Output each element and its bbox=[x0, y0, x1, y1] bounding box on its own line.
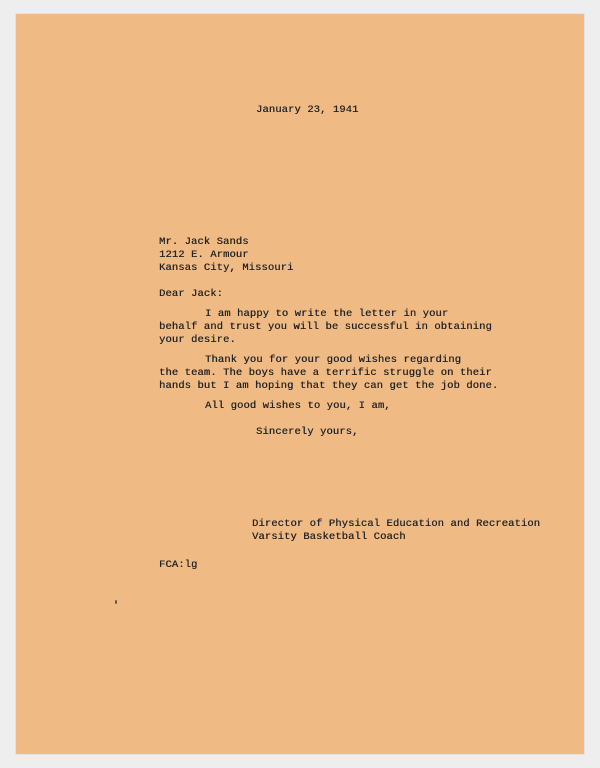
letter-date: January 23, 1941 bbox=[256, 104, 359, 116]
reference-initials: FCA:lg bbox=[159, 559, 198, 571]
body-line: Thank you for your good wishes regarding bbox=[205, 354, 462, 366]
body-line: hands but I am hoping that they can get the job done. bbox=[159, 380, 499, 392]
ink-speck bbox=[115, 600, 117, 604]
letter-page bbox=[16, 14, 584, 754]
body-line: your desire. bbox=[159, 334, 236, 346]
salutation: Dear Jack: bbox=[159, 288, 224, 300]
closing: Sincerely yours, bbox=[256, 426, 359, 438]
body-paragraph-3: All good wishes to you, I am, bbox=[205, 400, 391, 412]
body-line: behalf and trust you will be successful in obtaining bbox=[159, 321, 492, 333]
recipient-street: 1212 E. Armour bbox=[159, 249, 249, 261]
recipient-city: Kansas City, Missouri bbox=[159, 262, 294, 274]
recipient-name: Mr. Jack Sands bbox=[159, 236, 249, 248]
signature-title-line: Director of Physical Education and Recreation bbox=[252, 518, 541, 530]
body-line: the team. The boys have a terrific struggle on their bbox=[159, 367, 492, 379]
body-line: I am happy to write the letter in your bbox=[205, 308, 449, 320]
signature-title-line: Varsity Basketball Coach bbox=[252, 531, 406, 543]
